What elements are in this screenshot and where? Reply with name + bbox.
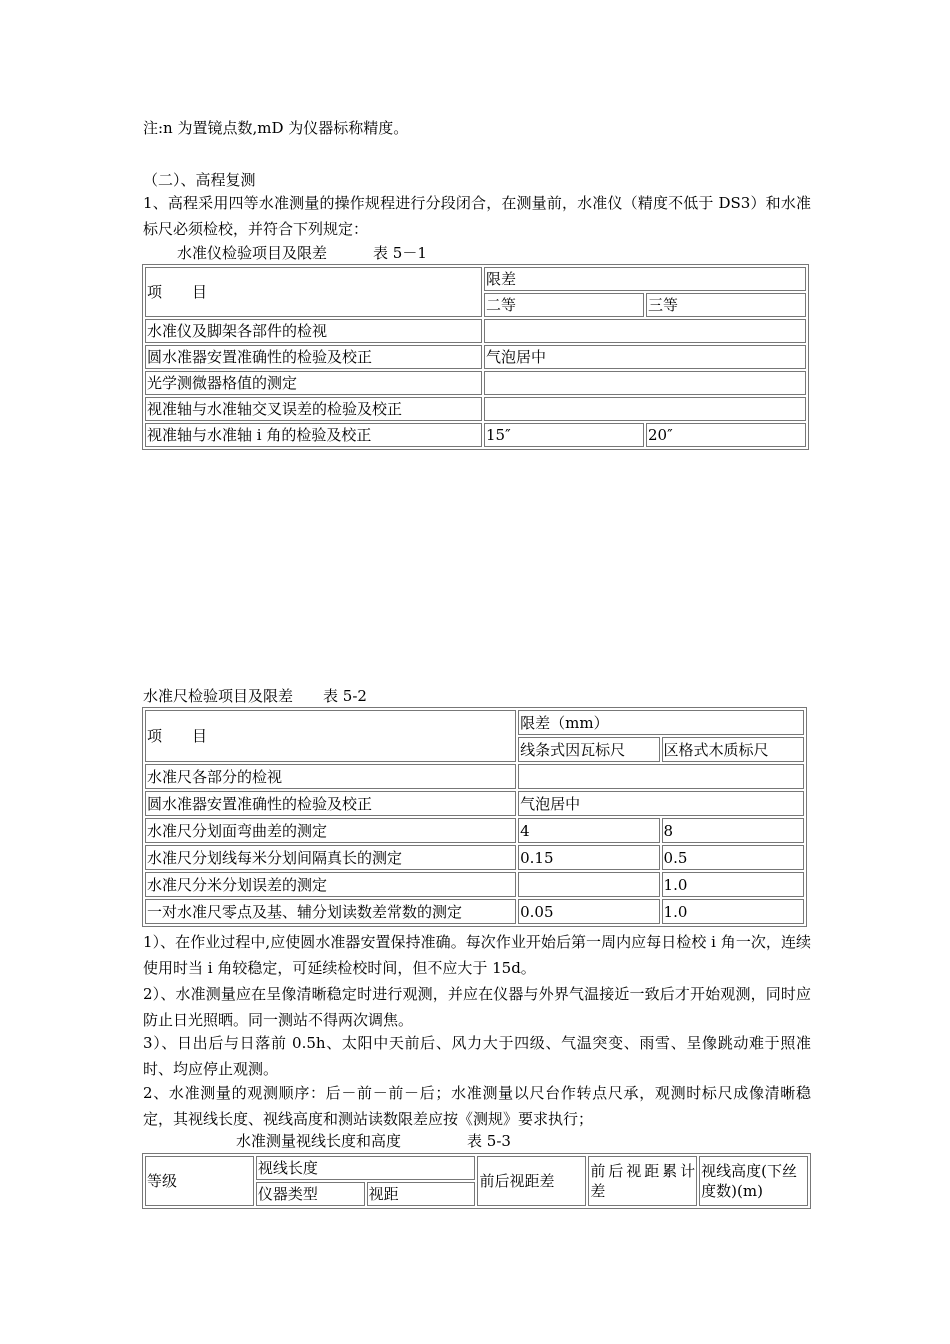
row-value: 1.0 [662, 872, 804, 897]
row-item: 圆水准器安置准确性的检验及校正 [145, 791, 516, 816]
row-value [484, 371, 806, 395]
header-grade: 等级 [145, 1156, 254, 1206]
paragraph-b: 2）、水准测量应在呈像清晰稳定时进行观测，并应在仪器与外界气温接近一致后才开始观测，同时应防止日光照晒。同一测站不得两次调焦。 [143, 985, 811, 1029]
section-title: （二）、高程复测 [143, 171, 256, 189]
table3-caption-number: 表 5-3 [467, 1132, 511, 1150]
header-sub: 区格式木质标尺 [662, 737, 804, 762]
header-item: 项 目 [145, 267, 482, 317]
row-value: 0.5 [662, 845, 804, 870]
sight-length-table [142, 1153, 811, 1209]
staff-inspection-table [142, 707, 807, 927]
header-sub: 线条式因瓦标尺 [518, 737, 659, 762]
row-value: 4 [518, 818, 659, 843]
header-sight-distance: 视距 [367, 1182, 476, 1206]
table2-caption-number: 表 5-2 [323, 687, 367, 705]
table-row [145, 791, 804, 816]
table2-caption [143, 686, 367, 706]
paragraph-c: 3）、日出后与日落前 0.5h、太阳中天前后、风力大于四级、气温突变、雨雪、呈像跳动难于照准时、均应停止观测。 [143, 1034, 811, 1078]
row-value: 8 [662, 818, 804, 843]
row-item: 水准尺各部分的检视 [145, 764, 516, 789]
table-row [145, 818, 804, 843]
row-item: 视准轴与水准轴交叉误差的检验及校正 [145, 397, 482, 421]
row-value: 气泡居中 [518, 791, 804, 816]
table-row [145, 872, 804, 897]
paragraph-a: 1）、在作业过程中,应使圆水准器安置保持准确。每次作业开始后第一周内应每日检校 i 角一次，连续使用时当 i 角较稳定，可延续检校时间，但不应大于 15d。 [143, 933, 811, 977]
table-row [145, 345, 806, 369]
row-item: 视准轴与水准轴 i 角的检验及校正 [145, 423, 482, 447]
note-text: 注:n 为置镜点数,mD 为仪器标称精度。 [143, 119, 409, 137]
row-value: 气泡居中 [484, 345, 806, 369]
table-row [145, 371, 806, 395]
row-item: 圆水准器安置准确性的检验及校正 [145, 345, 482, 369]
header-limit: 限差 [484, 267, 806, 291]
row-value [518, 764, 804, 789]
header-limit: 限差（mm） [518, 710, 804, 735]
row-item: 水准尺分米分划误差的测定 [145, 872, 516, 897]
row-item: 水准仪及脚架各部件的检视 [145, 319, 482, 343]
table3-caption [236, 1131, 511, 1151]
header-instrument-type: 仪器类型 [256, 1182, 365, 1206]
header-sight-height: 视线高度(下丝度数)(m) [699, 1156, 808, 1206]
table-row [145, 710, 804, 735]
table-row [145, 267, 806, 291]
header-sub: 三等 [646, 293, 806, 317]
table-row [145, 899, 804, 924]
table1-caption [177, 243, 427, 263]
table-row [145, 845, 804, 870]
row-value [518, 872, 659, 897]
table-row [145, 423, 806, 447]
table-row [145, 1156, 808, 1180]
header-item: 项 目 [145, 710, 516, 762]
level-inspection-table [142, 264, 809, 450]
table-row [145, 764, 804, 789]
table-row [145, 397, 806, 421]
table3-caption-name: 水准测量视线长度和高度 [236, 1132, 402, 1150]
row-value: 1.0 [662, 899, 804, 924]
header-cumulative-diff: 前后视距累计差 [588, 1156, 697, 1206]
table1-caption-name: 水准仪检验项目及限差 [177, 244, 328, 262]
header-sight-length: 视线长度 [256, 1156, 476, 1180]
row-value [484, 397, 806, 421]
paragraph-1: 1、高程采用四等水准测量的操作规程进行分段闭合，在测量前，水准仪（精度不低于 DS3）和水准标尺必须检校，并符合下列规定： [143, 194, 811, 238]
row-value: 15″ [484, 423, 644, 447]
row-item: 光学测微器格值的测定 [145, 371, 482, 395]
row-value: 0.15 [518, 845, 659, 870]
header-sub: 二等 [484, 293, 644, 317]
table-row [145, 319, 806, 343]
paragraph-2: 2、水准测量的观测顺序：后－前－前－后；水准测量以尺台作转点尺承，观测时标尺成像清晰稳定，其视线长度、视线高度和测站读数限差应按《测规》要求执行； [143, 1084, 811, 1128]
table2-caption-name: 水准尺检验项目及限差 [143, 687, 294, 705]
header-distance-diff: 前后视距差 [477, 1156, 586, 1206]
row-value [484, 319, 806, 343]
row-value: 20″ [646, 423, 806, 447]
row-item: 水准尺分划面弯曲差的测定 [145, 818, 516, 843]
row-item: 一对水准尺零点及基、辅分划读数差常数的测定 [145, 899, 516, 924]
row-item: 水准尺分划线每米分划间隔真长的测定 [145, 845, 516, 870]
table1-caption-number: 表 5－1 [373, 244, 427, 262]
row-value: 0.05 [518, 899, 659, 924]
